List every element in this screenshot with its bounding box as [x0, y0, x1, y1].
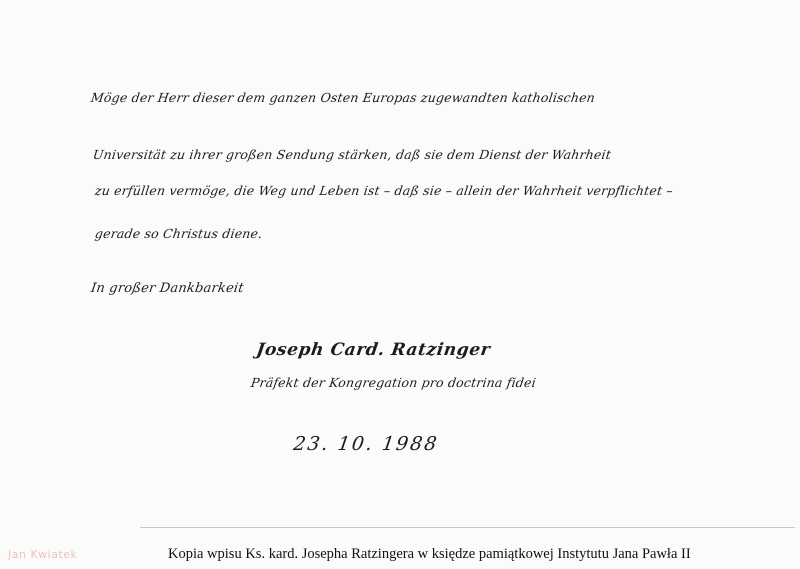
caption-divider	[140, 527, 795, 528]
letter-line-1: Möge der Herr dieser dem ganzen Osten Europas zugewandten katholischen	[90, 90, 597, 105]
letter-line-2: Universität zu ihrer großen Sendung stärken, daß sie dem Dienst der Wahrheit	[92, 147, 613, 162]
caption: Kopia wpisu Ks. kard. Josepha Ratzingera w księdze pamiątkowej Instytutu Jana Pawła II	[168, 546, 691, 562]
watermark: Jan Kwiatek	[8, 548, 78, 561]
signature: Joseph Card. Ratzinger	[255, 340, 492, 360]
closing-line: In großer Dankbarkeit	[90, 281, 245, 296]
letter-line-4: gerade so Christus diene.	[94, 226, 264, 241]
date: 23. 10. 1988	[292, 433, 440, 455]
letter-line-3: zu erfüllen vermöge, die Weg und Leben ist – daß sie – allein der Wahrheit verpflichtet –	[94, 183, 675, 198]
signatory-title: Präfekt der Kongregation pro doctrina fidei	[250, 375, 537, 390]
